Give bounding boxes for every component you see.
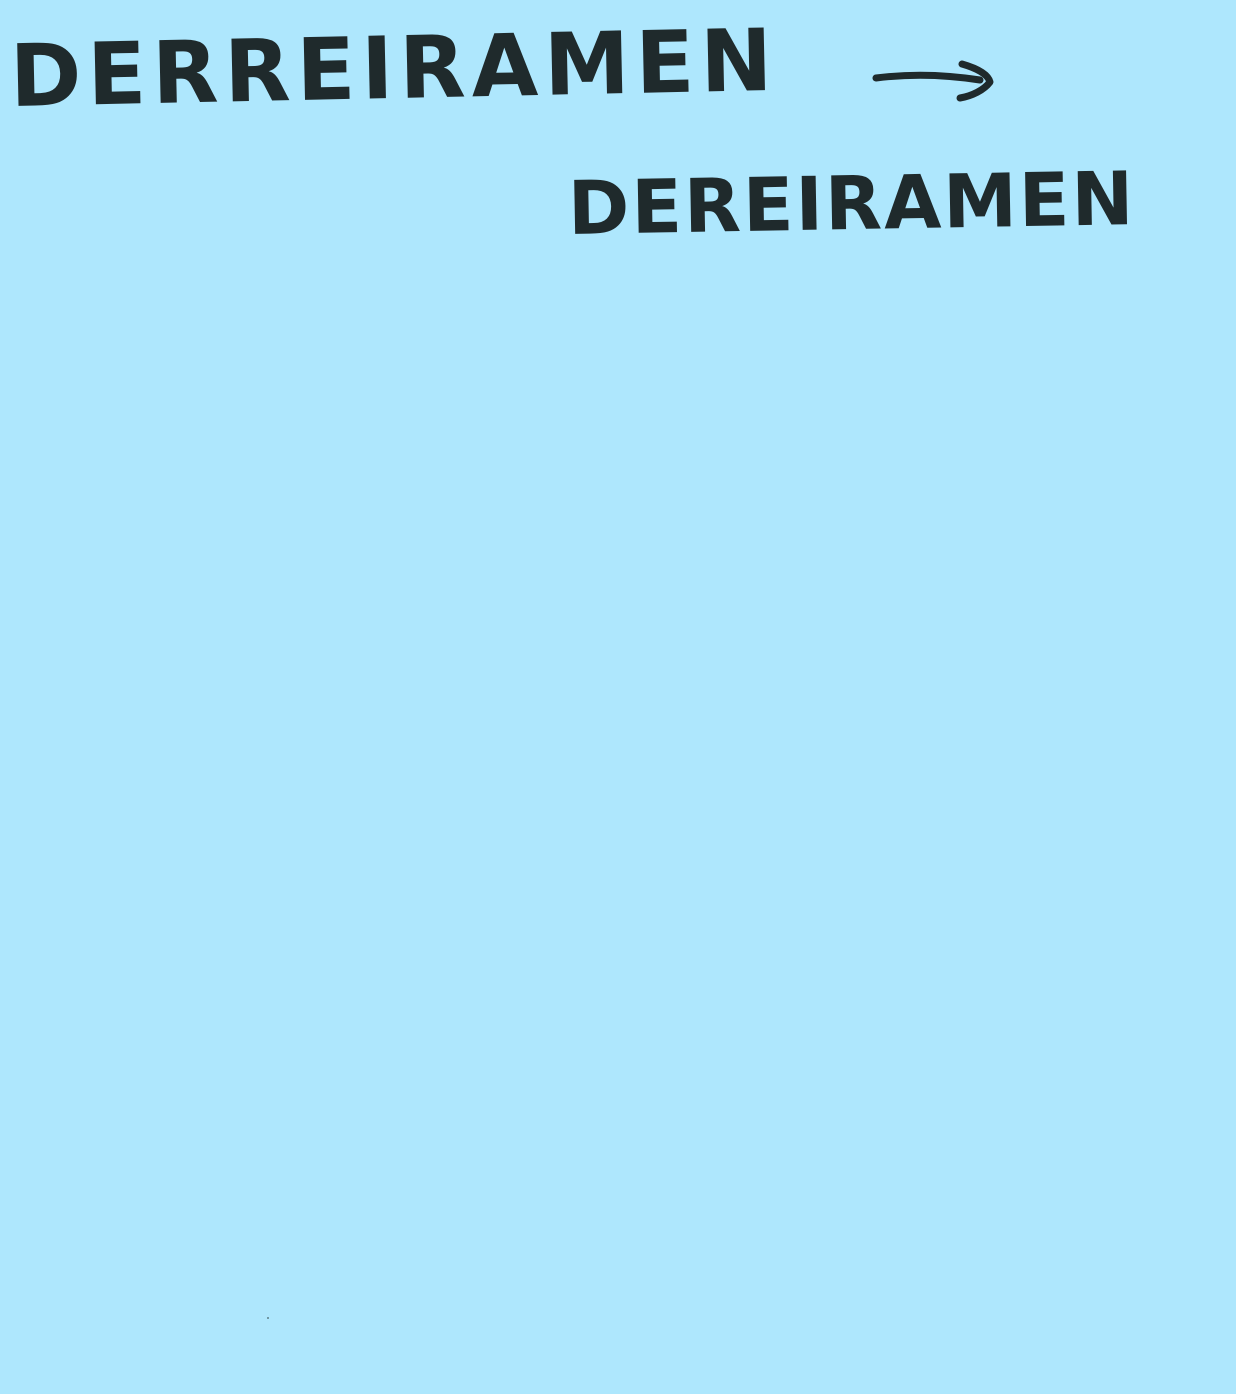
corrected-word: DEREIRAMEN — [567, 156, 1137, 252]
misspelled-word: DERREIRAMEN — [8, 10, 780, 127]
right-arrow-icon — [872, 56, 996, 104]
paper-speck — [267, 1317, 269, 1319]
